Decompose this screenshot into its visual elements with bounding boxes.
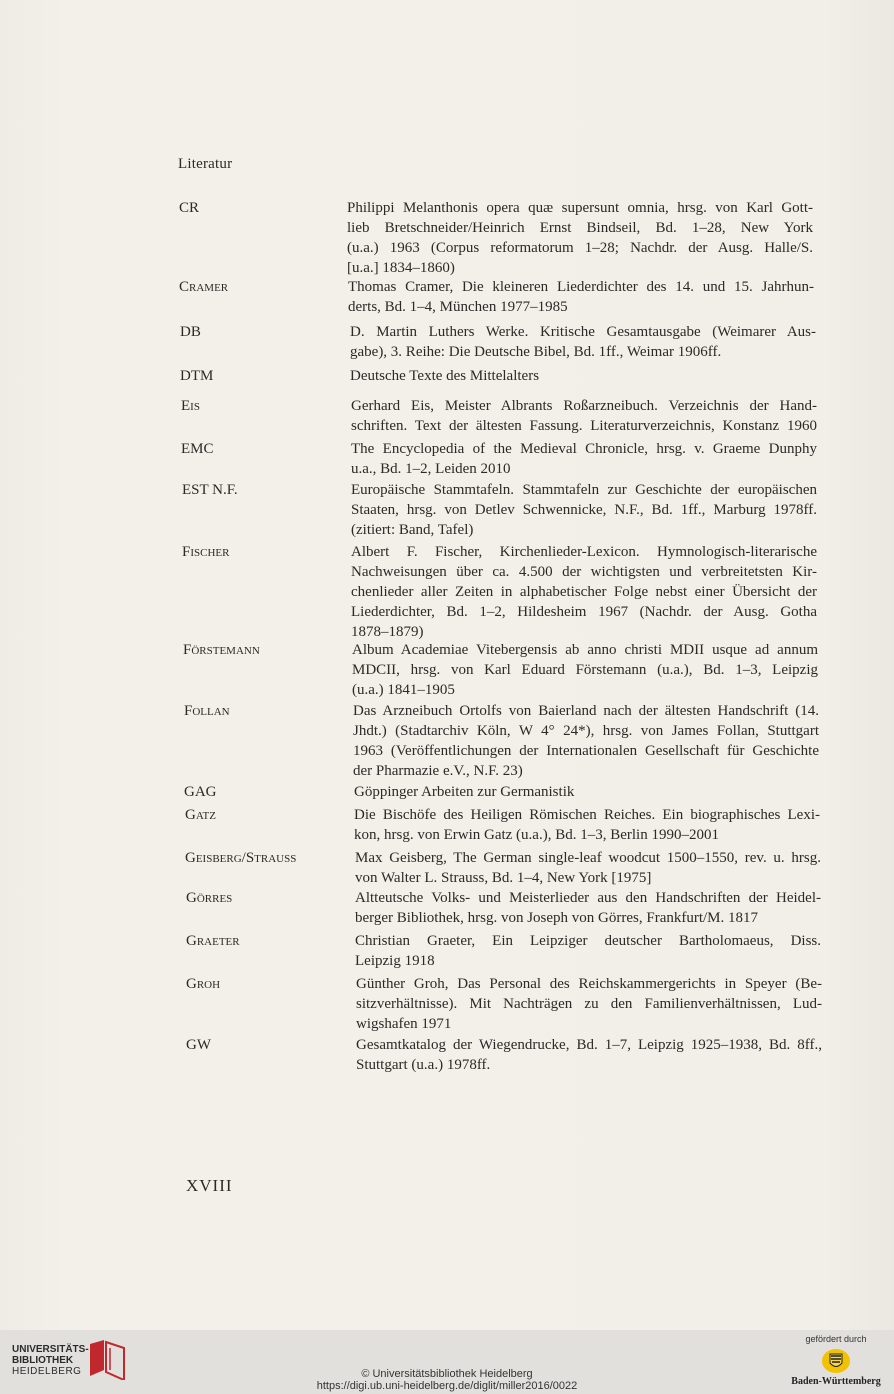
coat-of-arms-icon	[821, 1348, 851, 1374]
entry-line: Gesamtkatalog der Wiegendrucke, Bd. 1–7, Leipzig 1925–1938, Bd. 8ff.,	[356, 1037, 822, 1053]
entry-abbreviation: Graeter	[186, 933, 240, 949]
library-logo-text: UNIVERSITÄTS- BIBLIOTHEK HEIDELBERG	[12, 1344, 89, 1377]
viewer-footer	[0, 1330, 894, 1394]
entry-line: 1878–1879)	[351, 624, 424, 640]
entry-abbreviation: Fischer	[182, 544, 230, 560]
entry-abbreviation: DB	[180, 324, 201, 340]
entry-abbreviation: Görres	[186, 890, 233, 906]
entry-text	[351, 439, 817, 479]
entry-line: Günther Groh, Das Personal des Reichskammergerichts in Speyer (Be-	[356, 976, 822, 992]
entry-text	[351, 396, 817, 436]
entry-line: D. Martin Luthers Werke. Kritische Gesamtausgabe (Weimarer Aus-	[350, 324, 816, 340]
entry-line: sitzverhältnisse). Mit Nachträgen zu den Familienverhältnissen, Lud-	[356, 996, 822, 1012]
entry-line: Göppinger Arbeiten zur Germanistik	[354, 784, 575, 800]
entry-text	[351, 542, 817, 642]
copyright-text: © Universitätsbibliothek Heidelberg	[361, 1368, 533, 1380]
entry-line: Die Bischöfe des Heiligen Römischen Reiches. Ein biographisches Lexi-	[354, 807, 820, 823]
entry-line: MDCII, hrsg. von Karl Eduard Förstemann (u.a.), Bd. 1–3, Leipzig	[352, 662, 818, 678]
entry-line: chenlieder aller Zeiten in alphabetischer Folge nebst einer Übersicht der	[351, 584, 817, 600]
entry-line: Leipzig 1918	[355, 953, 435, 969]
page-number: XVIII	[186, 1176, 233, 1195]
funded-by-label: gefördert durch	[805, 1334, 867, 1344]
entry-line: von Walter L. Strauss, Bd. 1–4, New York [1975]	[355, 870, 652, 886]
entry-text	[351, 480, 817, 540]
entry-line: Nachweisungen über ca. 4.500 der wichtigsten und verbreitetsten Kir-	[351, 564, 817, 580]
entry-line: Album Academiae Vitebergensis ab anno christi MDII usque ad annum	[352, 642, 818, 658]
entry-text	[348, 277, 814, 317]
entry-line: Deutsche Texte des Mittelalters	[350, 368, 540, 384]
entry-line: Liederdichter, Bd. 1–2, Hildesheim 1967 (Nachdr. der Ausg. Gotha	[351, 604, 817, 620]
entry-abbreviation: Cramer	[179, 279, 229, 295]
entry-text	[352, 640, 818, 700]
entry-abbreviation: Gatz	[185, 807, 216, 823]
running-head: Literatur	[178, 156, 233, 172]
entry-line: Christian Graeter, Ein Leipziger deutscher Bartholomaeus, Diss.	[355, 933, 821, 949]
entry-line: u.a., Bd. 1–2, Leiden 2010	[351, 461, 511, 477]
entry-line: 1963 (Veröffentlichungen der Internationalen Gesellschaft für Geschichte	[353, 743, 819, 759]
entry-abbreviation: GAG	[184, 784, 217, 800]
entry-line: [u.a.] 1834–1860)	[347, 260, 455, 276]
entry-text	[355, 848, 821, 888]
entry-line: kon, hrsg. von Erwin Gatz (u.a.), Bd. 1–3, Berlin 1990–2001	[354, 827, 719, 843]
entry-line: Max Geisberg, The German single-leaf woodcut 1500–1550, rev. u. hrsg.	[355, 850, 821, 866]
entry-abbreviation: Groh	[186, 976, 221, 992]
entry-text	[350, 322, 816, 362]
entry-line: Altteutsche Volks- und Meisterlieder aus den Handschriften der Heidel-	[355, 890, 821, 906]
entry-line: wigshafen 1971	[356, 1016, 452, 1032]
entry-text	[347, 198, 813, 278]
entry-line: schriften. Text der ältesten Fassung. Literaturverzeichnis, Konstanz 1960	[351, 418, 817, 434]
entry-text	[356, 974, 822, 1034]
funder-name: Baden-Württemberg	[791, 1376, 881, 1387]
entry-abbreviation: GW	[186, 1037, 211, 1053]
entry-text	[354, 805, 820, 845]
entry-abbreviation: EST N.F.	[182, 482, 238, 498]
entry-abbreviation: Follan	[184, 703, 230, 719]
entry-line: Albert F. Fischer, Kirchenlieder-Lexicon. Hymnologisch-literarische	[351, 544, 817, 560]
entry-abbreviation: DTM	[180, 368, 214, 384]
entry-text	[355, 931, 821, 971]
permalink[interactable]: https://digi.ub.uni-heidelberg.de/diglit/miller2016/0022	[316, 1380, 578, 1392]
copyright-block	[0, 1368, 894, 1392]
entry-line: Europäische Stammtafeln. Stammtafeln zur Geschichte der europäischen	[351, 482, 817, 498]
entry-line: derts, Bd. 1–4, München 1977–1985	[348, 299, 568, 315]
entry-line: gabe), 3. Reihe: Die Deutsche Bibel, Bd. 1ff., Weimar 1906ff.	[350, 344, 722, 360]
entry-line: lieb Bretschneider/Heinrich Ernst Bindseil, Bd. 1–28, New York	[347, 220, 813, 236]
entry-line: (u.a.) 1963 (Corpus reformatorum 1–28; Nachdr. der Ausg. Halle/S.	[347, 240, 813, 256]
entry-line: Stuttgart (u.a.) 1978ff.	[356, 1057, 491, 1073]
entry-text	[354, 782, 820, 802]
funder-block	[786, 1334, 886, 1387]
entry-text	[353, 701, 819, 781]
entry-line: (zitiert: Band, Tafel)	[351, 522, 474, 538]
entry-line: Jhdt.) (Stadtarchiv Köln, W 4° 24*), hrsg. von James Follan, Stuttgart	[353, 723, 819, 739]
entry-line: The Encyclopedia of the Medieval Chronicle, hrsg. v. Graeme Dunphy	[351, 441, 817, 457]
entry-line: Staaten, hrsg. von Detlev Schwennicke, N.F., Bd. 1ff., Marburg 1978ff.	[351, 502, 817, 518]
entry-abbreviation: Eis	[181, 398, 200, 414]
entry-line: der Pharmazie e.V., N.F. 23)	[353, 763, 523, 779]
entry-line: Thomas Cramer, Die kleineren Liederdichter des 14. und 15. Jahrhun-	[348, 279, 814, 295]
entry-line: Philippi Melanthonis opera quæ supersunt omnia, hrsg. von Karl Gott-	[347, 200, 813, 216]
entry-line: berger Bibliothek, hrsg. von Joseph von Görres, Frankfurt/M. 1817	[355, 910, 759, 926]
entry-text	[356, 1035, 822, 1075]
entry-text	[355, 888, 821, 928]
entry-abbreviation: CR	[179, 200, 200, 216]
entry-line: Gerhard Eis, Meister Albrants Roßarzneibuch. Verzeichnis der Hand-	[351, 398, 817, 414]
entry-text	[350, 366, 816, 386]
entry-abbreviation: EMC	[181, 441, 214, 457]
entry-abbreviation: Förstemann	[183, 642, 260, 658]
entry-line: (u.a.) 1841–1905	[352, 682, 455, 698]
entry-abbreviation: Geisberg/Strauss	[185, 850, 297, 866]
entry-line: Das Arzneibuch Ortolfs von Baierland nach der ältesten Handschrift (14.	[353, 703, 819, 719]
